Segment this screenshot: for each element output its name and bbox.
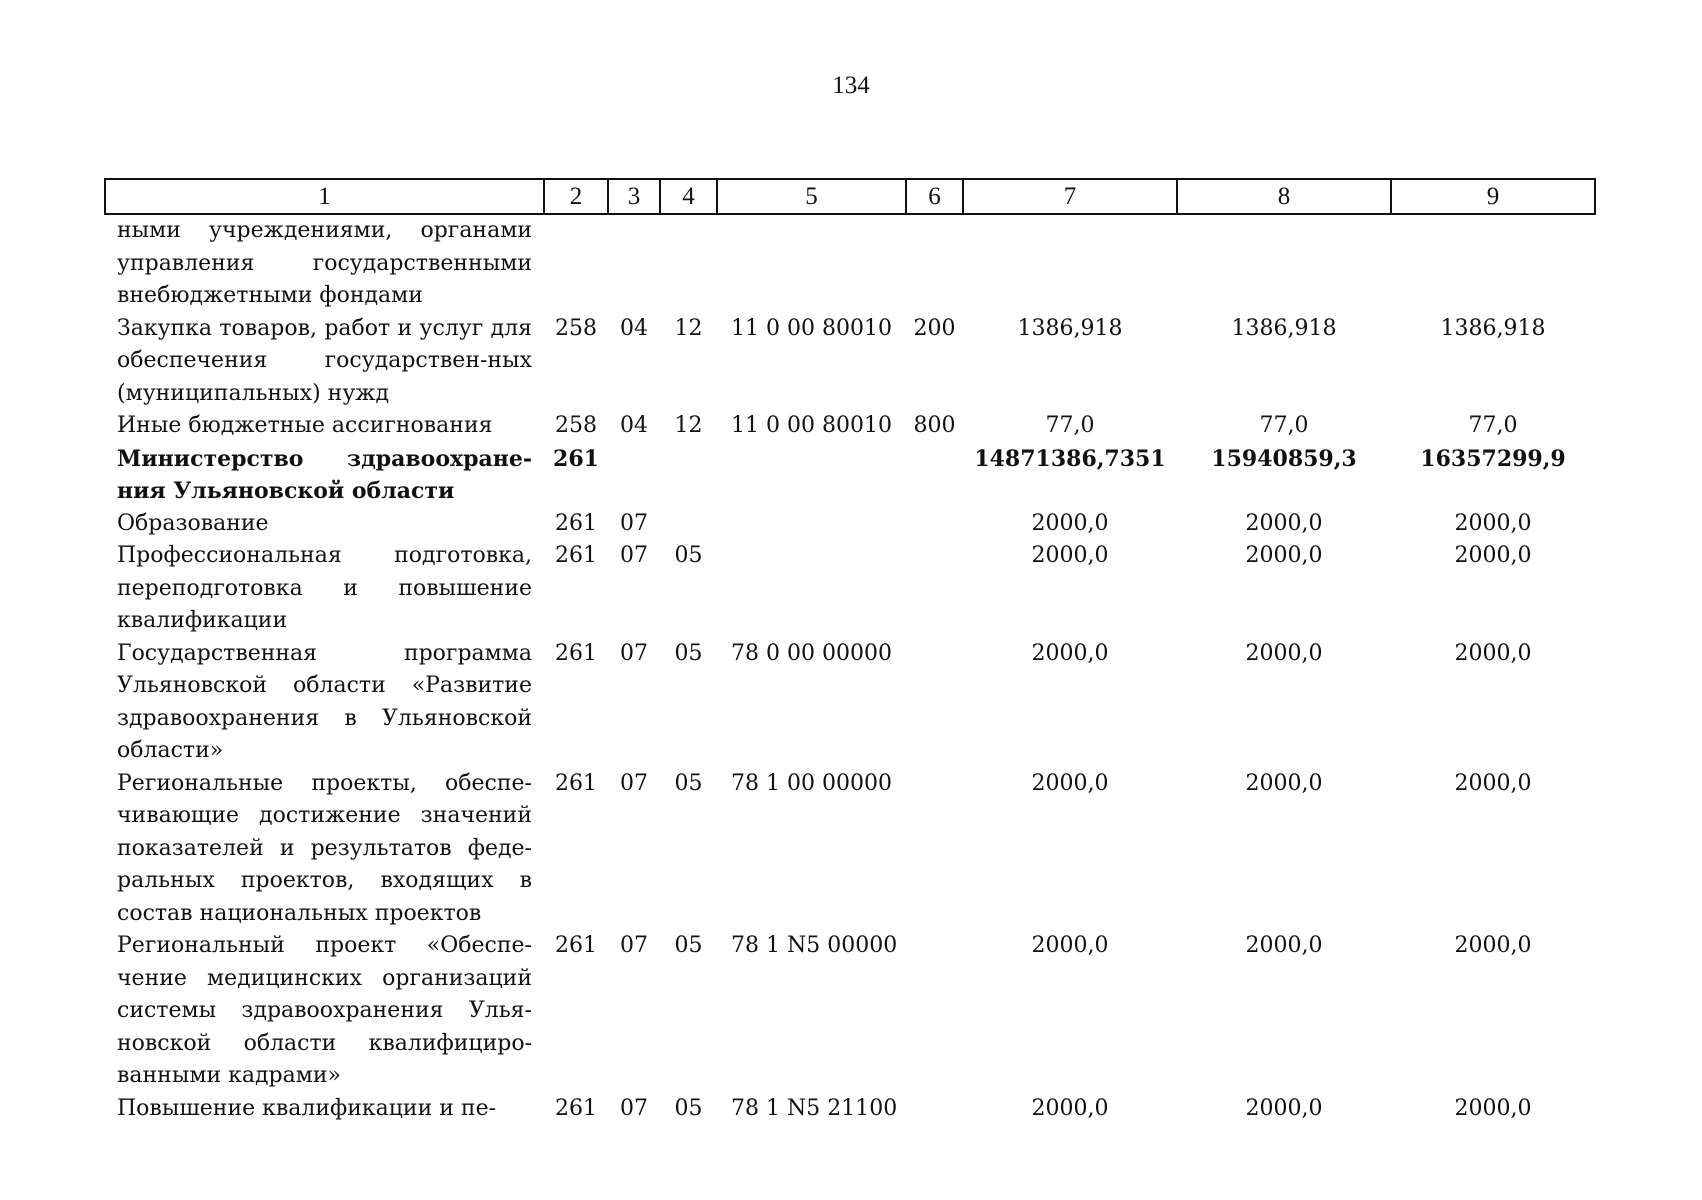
cell-section-code: 04 [620, 315, 648, 341]
cell-amount-col9: 2000,0 [1454, 543, 1532, 568]
cell-section-code: 07 [620, 933, 648, 958]
cell-ministry-code: 261 [555, 543, 597, 568]
column-header: 2 [544, 179, 608, 214]
cell-amount-col9: 2000,0 [1454, 933, 1532, 958]
column-header: 8 [1177, 179, 1391, 214]
cell-amount-col7: 14871386,7351 [974, 445, 1166, 472]
column-header: 1 [105, 179, 544, 214]
column-header: 4 [660, 179, 717, 214]
cell-amount-col8: 2000,0 [1245, 543, 1323, 568]
cell-ministry-code: 258 [555, 413, 597, 438]
table-row [105, 214, 1595, 313]
cell-amount-col8: 2000,0 [1245, 1095, 1323, 1121]
table-row [105, 1093, 1595, 1126]
row-description: Повышение квалификации и пе- [117, 1095, 497, 1121]
cell-amount-col9: 2000,0 [1454, 640, 1532, 666]
cell-subsection-code: 05 [674, 770, 703, 796]
column-header: 9 [1391, 179, 1595, 214]
cell-amount-col9 [1391, 214, 1595, 313]
column-header: 5 [717, 179, 906, 214]
cell-expense-type [906, 768, 963, 931]
row-description: Закупка товаров, работ и услуг для обеспечения государствен-ных (муниципальных) нужд [117, 315, 532, 406]
cell-amount-col9: 1386,918 [1440, 315, 1546, 341]
cell-subsection-code: 05 [674, 1095, 703, 1121]
page-number: 134 [832, 72, 870, 99]
cell-subsection-code: 05 [674, 640, 703, 666]
cell-expense-type [906, 508, 963, 541]
table-row [105, 930, 1595, 1093]
cell-target-article [717, 214, 906, 313]
cell-amount-col8: 77,0 [1259, 413, 1309, 438]
cell-ministry-code: 261 [555, 640, 597, 666]
cell-amount-col9: 2000,0 [1454, 1095, 1532, 1121]
cell-ministry-code: 261 [555, 1095, 597, 1121]
cell-amount-col7: 77,0 [1045, 413, 1095, 438]
cell-expense-type [906, 638, 963, 768]
cell-section-code: 04 [620, 413, 648, 438]
cell-amount-col8: 2000,0 [1245, 770, 1323, 796]
cell-amount-col9: 16357299,9 [1420, 445, 1566, 472]
cell-amount-col7: 2000,0 [1031, 1095, 1109, 1121]
cell-section-code [608, 443, 660, 508]
cell-amount-col9: 2000,0 [1454, 510, 1532, 536]
row-description: ными учреждениями, органами управления государственными внебюджетными фондами [117, 218, 532, 308]
cell-expense-type [906, 540, 963, 638]
cell-amount-col8: 15940859,3 [1211, 445, 1357, 472]
cell-section-code: 07 [620, 510, 648, 536]
row-description: Министерство здравоохране-ния Ульяновской области [117, 445, 532, 504]
row-description: Профессиональная подготовка, переподготовка и повышение квалификации [117, 543, 532, 633]
cell-expense-type: 200 [913, 315, 956, 341]
table-row [105, 508, 1595, 541]
cell-target-article: 11 0 00 80010 [731, 413, 892, 438]
cell-ministry-code: 261 [555, 770, 597, 796]
row-description: Региональный проект «Обеспе-чение медицинских организаций системы здравоохранения Улья-новской области квалифициро-ванными кадрами» [117, 933, 532, 1088]
cell-section-code: 07 [620, 640, 648, 666]
cell-target-article: 78 0 00 00000 [731, 640, 892, 666]
cell-amount-col7: 1386,918 [1017, 315, 1123, 341]
cell-amount-col9: 77,0 [1468, 413, 1518, 438]
cell-subsection-code: 12 [674, 413, 703, 438]
column-header: 7 [963, 179, 1177, 214]
row-description: Региональные проекты, обеспе-чивающие достижение значений показателей и результатов феде-ральных проектов, входящих в состав национальных проектов [117, 770, 532, 926]
cell-amount-col8: 1386,918 [1231, 315, 1337, 341]
cell-target-article: 11 0 00 80010 [731, 315, 892, 341]
cell-amount-col7: 2000,0 [1031, 543, 1109, 568]
row-description: Образование [117, 510, 269, 536]
cell-amount-col7: 2000,0 [1031, 770, 1109, 796]
table-row [105, 313, 1595, 411]
budget-table [104, 178, 1596, 1125]
cell-target-article: 78 1 N5 00000 [731, 933, 898, 958]
cell-section-code: 07 [620, 543, 648, 568]
cell-subsection-code: 12 [674, 315, 703, 341]
cell-ministry-code: 258 [555, 315, 597, 341]
table-row [105, 410, 1595, 443]
cell-amount-col8: 2000,0 [1245, 510, 1323, 536]
cell-amount-col9: 2000,0 [1454, 770, 1532, 796]
cell-target-article [717, 443, 906, 508]
table-header-row [105, 179, 1595, 214]
cell-subsection-code: 05 [674, 543, 703, 568]
cell-subsection-code [660, 508, 717, 541]
cell-target-article [717, 508, 906, 541]
cell-section-code [608, 214, 660, 313]
cell-ministry-code: 261 [553, 445, 599, 472]
cell-target-article: 78 1 N5 21100 [731, 1095, 898, 1121]
cell-expense-type [906, 930, 963, 1093]
cell-amount-col7: 2000,0 [1031, 510, 1109, 536]
cell-amount-col7 [963, 214, 1177, 313]
column-header: 6 [906, 179, 963, 214]
cell-expense-type [906, 214, 963, 313]
cell-amount-col7: 2000,0 [1031, 640, 1109, 666]
cell-amount-col7: 2000,0 [1031, 933, 1109, 958]
cell-amount-col8: 2000,0 [1245, 933, 1323, 958]
cell-subsection-code [660, 214, 717, 313]
table-row [105, 638, 1595, 768]
cell-expense-type: 800 [913, 413, 956, 438]
cell-target-article [717, 540, 906, 638]
cell-ministry-code [544, 214, 608, 313]
table-row [105, 540, 1595, 638]
cell-subsection-code: 05 [674, 933, 703, 958]
table-row [105, 443, 1595, 508]
cell-subsection-code [660, 443, 717, 508]
cell-section-code: 07 [620, 770, 648, 796]
row-description: Иные бюджетные ассигнования [117, 413, 493, 438]
table-row [105, 768, 1595, 931]
cell-ministry-code: 261 [555, 933, 597, 958]
cell-section-code: 07 [620, 1095, 648, 1121]
column-header: 3 [608, 179, 660, 214]
cell-amount-col8: 2000,0 [1245, 640, 1323, 666]
cell-ministry-code: 261 [555, 510, 597, 536]
cell-expense-type [906, 443, 963, 508]
row-description: Государственная программа Ульяновской области «Развитие здравоохранения в Ульяновской области» [117, 640, 532, 763]
cell-expense-type [906, 1093, 963, 1126]
cell-amount-col8 [1177, 214, 1391, 313]
cell-target-article: 78 1 00 00000 [731, 770, 892, 796]
